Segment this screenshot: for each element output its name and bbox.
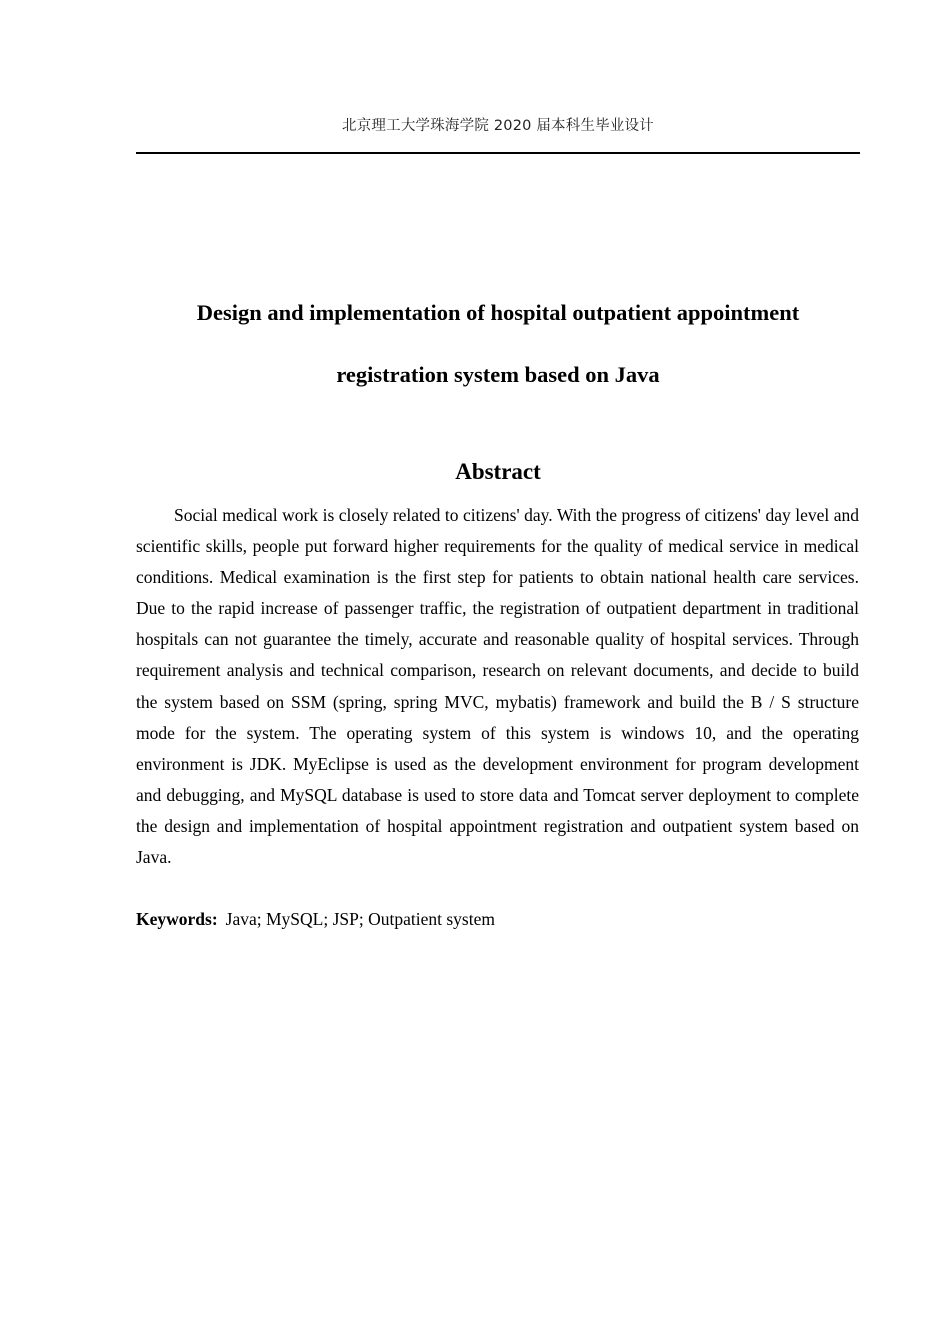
thesis-title xyxy=(136,282,860,406)
header-divider xyxy=(136,152,860,154)
running-header: 北京理工大学珠海学院 2020 届本科生毕业设计 xyxy=(342,118,654,134)
abstract-paragraph: Social medical work is closely related to citizens' day. With the progress of citizens' day level and scientific skills, people put forward higher requirements for the quality of medical service in medical conditions. Medical examination is the first step for patients to obtain national health care services. Due to the rapid increase of passenger traffic, the registration of outpatient department in traditional hospitals can not guarantee the timely, accurate and reasonable quality of hospital services. Through requirement analysis and technical comparison, research on relevant documents, and decide to build the system based on SSM (spring, spring MVC, mybatis) framework and build the B / S structure mode for the system. The operating system of this system is windows 10, and the operating environment is JDK. MyEclipse is used as the development environment for program development and debugging, and MySQL database is used to store data and Tomcat server deployment to complete the design and implementation of hospital appointment registration and outpatient system based on Java. xyxy=(136,505,859,868)
keywords-value: Java; MySQL; JSP; Outpatient system xyxy=(225,909,495,929)
title-line-1: Design and implementation of hospital outpatient appointment xyxy=(196,300,800,325)
title-line-2: registration system based on Java xyxy=(336,362,660,387)
keywords-label: Keywords: xyxy=(136,909,218,929)
abstract-heading: Abstract xyxy=(455,459,541,484)
keywords-line xyxy=(136,904,860,935)
